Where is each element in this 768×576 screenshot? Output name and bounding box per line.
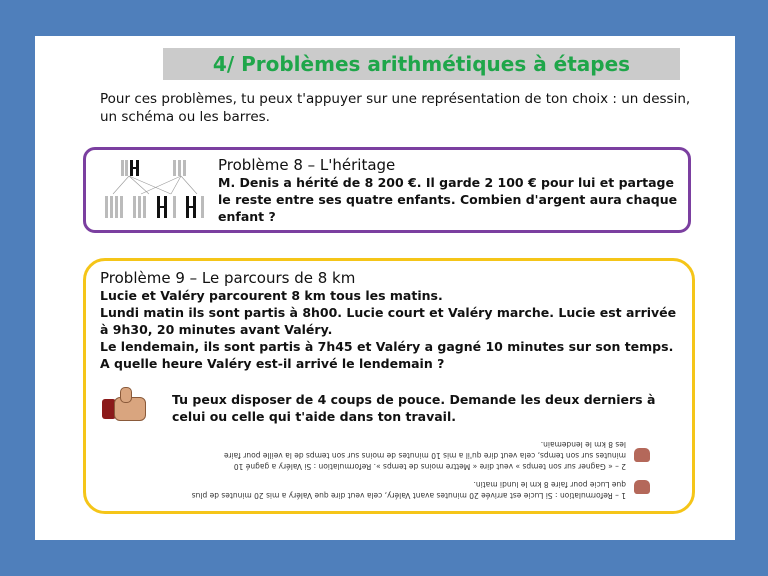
problem-9-box [83, 258, 695, 514]
hint-tip-2-inverted: 2 – « Gagner sur son temps » veut dire « Mettre moins de temps ». Reformulation : Si Valéry a gagné 10 minutes sur son temps, cela veut dire qu'il a mis 10 minutes de moins sur son temps de la veille pour faire les 8 km le lendemain. [224, 440, 626, 471]
problem-9-title: Problème 9 – Le parcours de 8 km [100, 269, 356, 287]
family-tree-illustration [101, 156, 211, 222]
worksheet-page [35, 36, 735, 540]
problem-8-box [83, 147, 691, 233]
problem-9-line: Le lendemain, ils sont partis à 7h45 et Valéry a gagné 10 minutes sur son temps. [100, 339, 674, 354]
thumbs-up-icon [102, 387, 156, 421]
hint-tip-1-inverted: 1 – Reformulation : Si Lucie est arrivée 20 minutes avant Valéry, cela veut dire que Valéry a mis 20 minutes de plus que Lucie pour faire 8 km le lundi matin. [191, 480, 626, 500]
thumbs-down-icon [634, 448, 650, 462]
problem-9-line: A quelle heure Valéry est-il arrivé le lendemain ? [100, 356, 445, 371]
hint-text: Tu peux disposer de 4 coups de pouce. Demande les deux derniers à celui ou celle qui t'aide dans ton travail. [172, 392, 656, 424]
problem-8-title: Problème 8 – L'héritage [218, 156, 396, 174]
problem-8-text: M. Denis a hérité de 8 200 €. Il garde 2 100 € pour lui et partage le reste entre ses quatre enfants. Combien d'argent aura chaque enfant ? [218, 175, 678, 224]
problem-9-line: Lucie et Valéry parcourent 8 km tous les matins. [100, 288, 443, 303]
thumbs-down-icon [634, 480, 650, 494]
intro-text: Pour ces problèmes, tu peux t'appuyer sur une représentation de ton choix : un dessin, un schéma ou les barres. [100, 91, 691, 125]
page-title: 4/ Problèmes arithmétiques à étapes [163, 48, 680, 80]
problem-9-line: Lundi matin ils sont partis à 8h00. Lucie court et Valéry marche. Lucie est arrivée à 9h30, 20 minutes avant Valéry. [100, 305, 677, 337]
